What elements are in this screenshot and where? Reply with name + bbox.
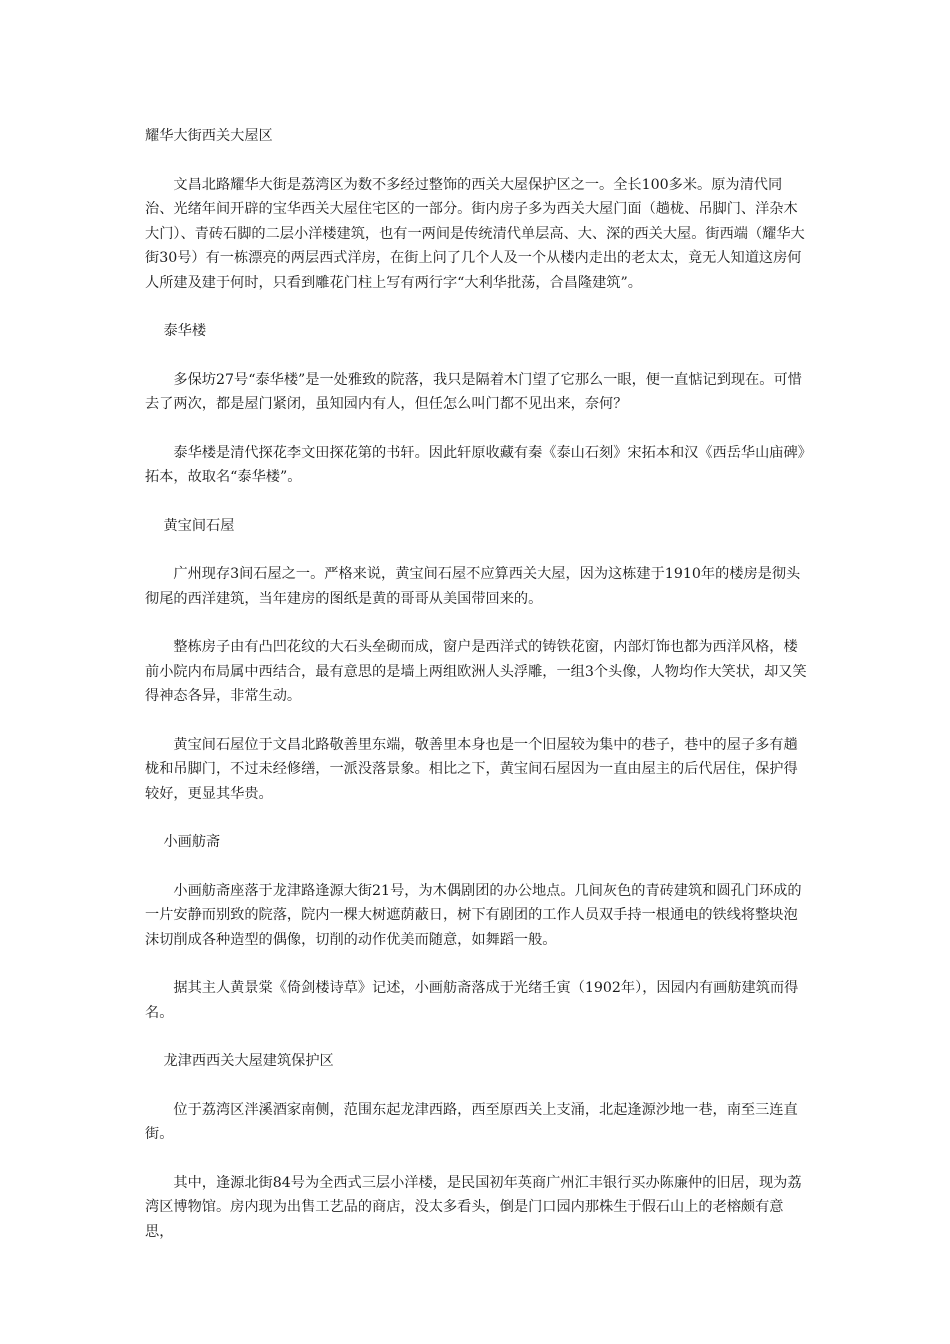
paragraph: 据其主人黄景棠《倚剑楼诗草》记述，小画舫斋落成于光绪壬寅（1902年），因园内有画舫建筑而得名。 (145, 980, 799, 1021)
paragraph: 黄宝间石屋位于文昌北路敬善里东端，敬善里本身也是一个旧屋较为集中的巷子，巷中的屋子多有趟栊和吊脚门，不过未经修缮，一派没落景象。相比之下，黄宝间石屋因为一直由屋主的后代居住，保护得较好，更显其华贵。 (145, 736, 798, 802)
section-heading: 小画舫斋 (163, 834, 221, 850)
paragraph: 广州现存3间石屋之一。严格来说，黄宝间石屋不应算西关大屋，因为这栋建于1910年的楼房是彻头彻尾的西洋建筑，当年建房的图纸是黄的哥哥从美国带回来的。 (145, 566, 801, 607)
section-heading: 黄宝间石屋 (163, 517, 235, 534)
paragraph: 其中，逢源北街84号为全西式三层小洋楼，是民国初年英商广州汇丰银行买办陈廉仲的旧居，现为荔湾区博物馆。房内现为出售工艺品的商店，没太多看头，倒是门口园内那株生于假石山上的老榕颇有意思， (145, 1174, 802, 1240)
paragraph: 多保坊27号“泰华楼”是一处雅致的院落，我只是隔着木门望了它那么一眼，便一直惦记到现在。可惜去了两次，都是屋门紧闭，虽知园内有人，但任怎么叫门都不见出来，奈何？ (145, 371, 802, 412)
paragraph: 泰华楼是清代探花李文田探花第的书轩。因此轩原收藏有秦《泰山石刻》宋拓本和汉《西岳华山庙碑》拓本，故取名“泰华楼”。 (145, 444, 805, 485)
paragraph: 小画舫斋座落于龙津路逢源大街21号，为木偶剧团的办公地点。几间灰色的青砖建筑和圆孔门环成的一片安静而别致的院落，院内一棵大树遮荫蔽日，树下有剧团的工作人员双手持一根通电的铁线将整块泡沫切削成各种造型的偶像，切削的动作优美而随意，如舞蹈一般。 (145, 882, 802, 948)
paragraph: 整栋房子由有凸凹花纹的大石头垒砌而成，窗户是西洋式的铸铁花窗，内部灯饰也都为西洋风格，楼前小院内布局属中西结合，最有意思的是墙上两组欧洲人头浮雕，一组3个头像，人物均作大笑状，却又笑得神态各异，非常生动。 (145, 639, 807, 704)
paragraph: 位于荔湾区泮溪酒家南侧，范围东起龙津西路，西至原西关上支涌，北起逢源沙地一巷，南至三连直街。 (145, 1101, 798, 1142)
section-heading: 泰华楼 (163, 323, 207, 339)
document-body (145, 124, 810, 1268)
section-heading: 龙津西西关大屋建筑保护区 (163, 1053, 334, 1069)
document-title: 耀华大街西关大屋区 (145, 128, 273, 144)
paragraph: 文昌北路耀华大街是荔湾区为数不多经过整饰的西关大屋保护区之一。全长100多米。原为清代同治、光绪年间开辟的宝华西关大屋住宅区的一部分。街内房子多为西关大屋门面（趟栊、吊脚门、洋杂木大门）、青砖石脚的二层小洋楼建筑，也有一两间是传统清代单层高、大、深的西关大屋。街西端（耀华大街30号）有一栋漂亮的两层西式洋房，在街上问了几个人及一个从楼内走出的老太太，竟无人知道这房何人所建及建于何时，只看到雕花门柱上写有两行字“大利华批荡，合昌隆建筑”。 (145, 176, 805, 291)
